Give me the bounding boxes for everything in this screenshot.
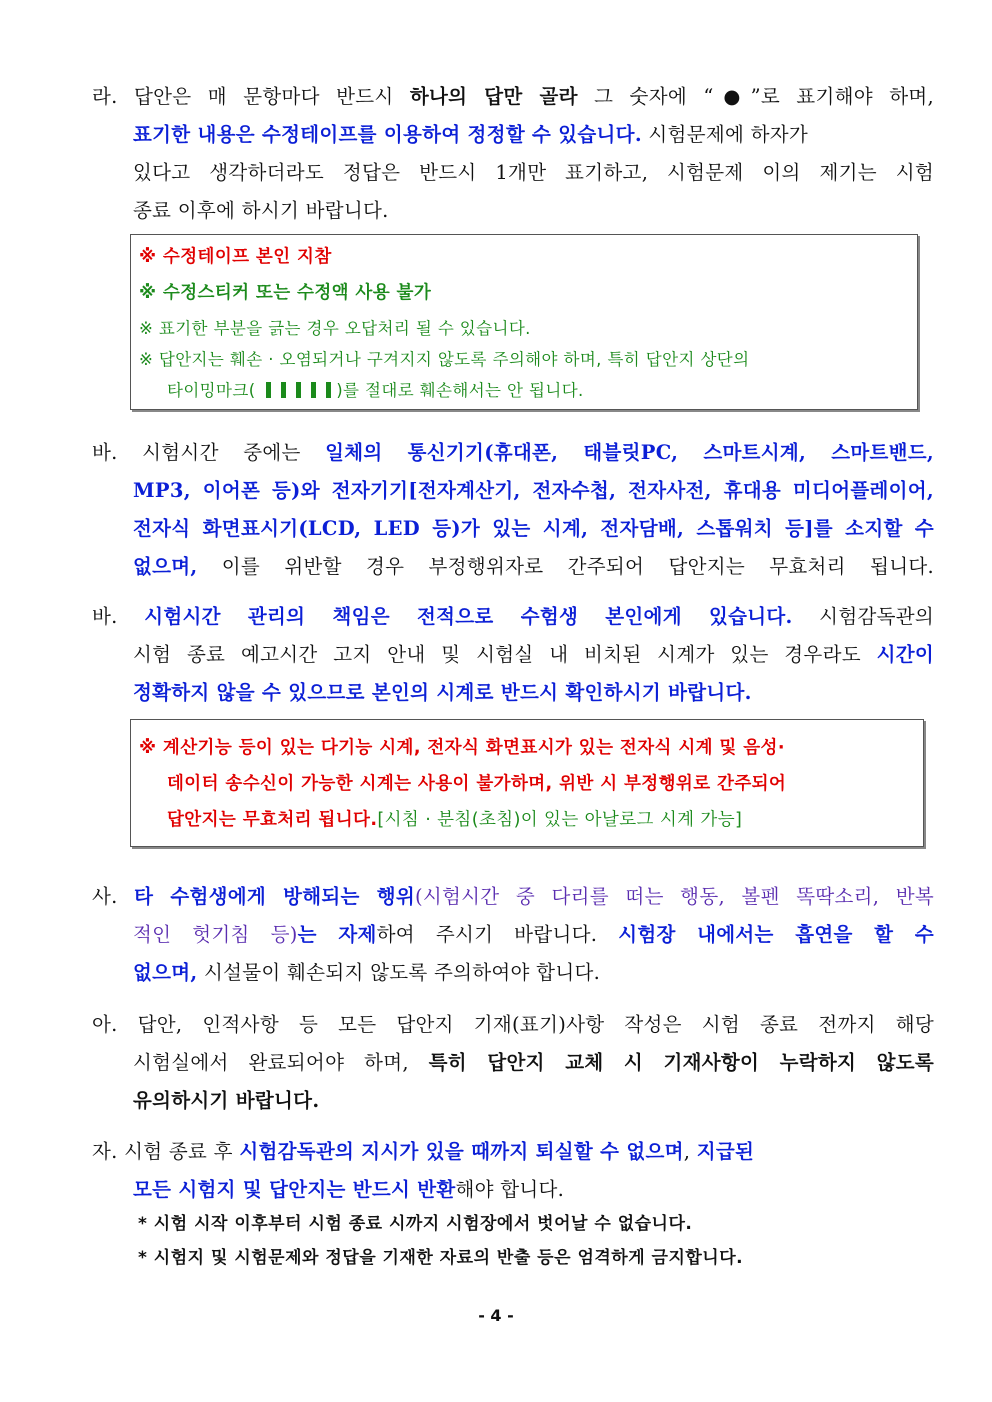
ba2-line-2 xyxy=(92,636,934,674)
emphasis-text: 시험감독관의 지시가 있을 때까지 퇴실할 수 없으며 xyxy=(239,1140,684,1163)
emphasis-text: 없으며, xyxy=(133,961,198,984)
ra-line-3 xyxy=(92,154,934,192)
ba2-line-3: 정확하지 않을 수 있으므로 본인의 시계로 반드시 확인하시기 바랍니다. xyxy=(133,681,752,704)
notice-line-timing-mark xyxy=(167,377,584,401)
emphasis-text: 시험시간 관리의 책임은 전적으로 수험생 본인에게 있습니다. xyxy=(144,605,793,628)
ba1-line-4 xyxy=(92,548,934,586)
notice-line: ※ 표기한 부분을 긁는 경우 오답처리 될 수 있습니다. xyxy=(139,319,531,338)
notice-line: ※ 답안지는 훼손 · 오염되거나 구겨지지 않도록 주의해야 하며, 특히 답안지 상단의 xyxy=(139,350,750,369)
text: 시험실에서 완료되어야 하며, xyxy=(133,1051,429,1074)
instruction-ja xyxy=(92,1133,934,1209)
notice-box-correction xyxy=(130,234,918,410)
text: 시험 종료 후 xyxy=(124,1140,240,1163)
notice-line: ※ 수정테이프 본인 지참 xyxy=(139,247,332,267)
emphasis-text: 일체의 통신기기(휴대폰, 태블릿PC, 스마트시계, 스마트밴드, xyxy=(325,441,934,464)
timing-mark-icon xyxy=(261,381,336,400)
sa-line-3 xyxy=(92,954,934,992)
ra-line-4 xyxy=(92,192,934,230)
emphasis-text: 하나의 답만 골라 xyxy=(409,85,578,108)
emphasis-text: 타 수험생에게 방해되는 행위 xyxy=(134,885,415,908)
emphasis-text: 는 자제 xyxy=(297,923,377,946)
item-marker: 사. xyxy=(92,885,118,908)
instruction-ra xyxy=(92,78,934,230)
text: )를 절대로 훼손해서는 안 됩니다. xyxy=(336,381,584,400)
ba1-line-3: 전자식 화면표시기(LCD, LED 등)가 있는 시계, 전자담배, 스톱워치 등]를 소지할 수 xyxy=(133,517,934,540)
text: 종료 이후에 하시기 바랍니다. xyxy=(133,199,389,222)
text: 시험문제에 하자가 xyxy=(641,123,809,146)
instruction-ba-time xyxy=(92,598,934,712)
text: , xyxy=(683,1140,697,1163)
instruction-ba-devices xyxy=(92,434,934,586)
ba1-line-2: MP3, 이어폰 등)와 전자기기[전자계산기, 전자수첩, 전자사전, 휴대용 미디어플레이어, xyxy=(133,479,934,502)
text: 해야 합니다. xyxy=(455,1178,565,1201)
ja-line-1 xyxy=(92,1133,934,1171)
text: 있다고 생각하더라도 정답은 반드시 1개만 표기하고, 시험문제 이의 제기는 시험 xyxy=(133,161,934,184)
emphasis-text: 모든 시험지 및 답안지는 반드시 반환 xyxy=(133,1178,456,1201)
notice-line: 데이터 송수신이 가능한 시계는 사용이 불가하며, 위반 시 부정행위로 간주되어 xyxy=(167,774,787,794)
emphasis-text: 시간이 xyxy=(876,643,934,666)
item-marker: 라. xyxy=(92,85,118,108)
text: 시험감독관의 xyxy=(792,605,934,628)
ra-line-2 xyxy=(92,116,934,154)
instruction-a xyxy=(92,1006,934,1120)
notes-list xyxy=(138,1207,743,1275)
item-marker: 바. xyxy=(92,441,118,464)
ba2-line-1 xyxy=(92,598,934,636)
notice-line: ※ 수정스티커 또는 수정액 사용 불가 xyxy=(139,283,432,303)
note-item: * 시험 시작 이후부터 시험 종료 시까지 시험장에서 벗어날 수 없습니다. xyxy=(138,1214,693,1234)
emphasis-text: 특히 답안지 교체 시 기재사항이 누락하지 않도록 xyxy=(428,1051,934,1074)
text: 시험시간 중에는 xyxy=(142,441,326,464)
text: 답안은 매 문항마다 반드시 xyxy=(134,85,410,108)
notice-box-watch xyxy=(130,719,924,847)
ra-line-1 xyxy=(92,78,934,116)
text: 그 숫자에 “●”로 표기해야 하며, xyxy=(577,85,934,108)
notice-line: ※ 계산기능 등이 있는 다기능 시계, 전자식 화면표시가 있는 전자식 시계 및 음성· xyxy=(139,738,785,758)
ja-line-2 xyxy=(92,1171,934,1209)
page-number: - 4 - xyxy=(478,1306,514,1325)
a-line-2 xyxy=(92,1044,934,1082)
text: 하여 주시기 바랍니다. xyxy=(376,923,619,946)
text: 답안, 인적사항 등 모든 답안지 기재(표기)사항 작성은 시험 종료 전까지 해당 xyxy=(137,1013,934,1036)
note-item: * 시험지 및 시험문제와 정답을 기재한 자료의 반출 등은 엄격하게 금지합니다. xyxy=(138,1248,744,1268)
text: 타이밍마크( xyxy=(167,381,256,400)
instruction-sa xyxy=(92,878,934,992)
text: 시설물이 훼손되지 않도록 주의하여야 합니다. xyxy=(197,961,601,984)
item-marker: 자. xyxy=(92,1140,118,1163)
item-marker: 아. xyxy=(92,1013,118,1036)
text: 시험 종료 예고시간 고지 안내 및 시험실 내 비치된 시계가 있는 경우라도 xyxy=(133,643,877,666)
a-line-1 xyxy=(92,1006,934,1044)
emphasis-text: 표기한 내용은 수정테이프를 이용하여 정정할 수 있습니다. xyxy=(133,123,642,146)
sa-line-1 xyxy=(92,878,934,916)
emphasis-text: 시험장 내에서는 흡연을 할 수 xyxy=(618,923,934,946)
emphasis-text: 답안지는 무효처리 됩니다. xyxy=(167,810,378,830)
text: (시험시간 중 다리를 떠는 행동, 볼펜 똑딱소리, 반복 xyxy=(414,885,934,908)
emphasis-text: 지급된 xyxy=(696,1140,755,1163)
text: 적인 헛기침 등) xyxy=(133,923,298,946)
notice-line xyxy=(167,806,742,831)
sa-line-2 xyxy=(92,916,934,954)
a-line-3: 유의하시기 바랍니다. xyxy=(133,1089,320,1112)
analog-watch-note: [시침 · 분침(초침)이 있는 아날로그 시계 가능] xyxy=(377,810,743,830)
text: 이를 위반할 경우 부정행위자로 간주되어 답안지는 무효처리 됩니다. xyxy=(197,555,934,578)
emphasis-text: 없으며, xyxy=(133,555,198,578)
ba1-line-1 xyxy=(92,434,934,472)
item-marker: 바. xyxy=(92,605,118,628)
